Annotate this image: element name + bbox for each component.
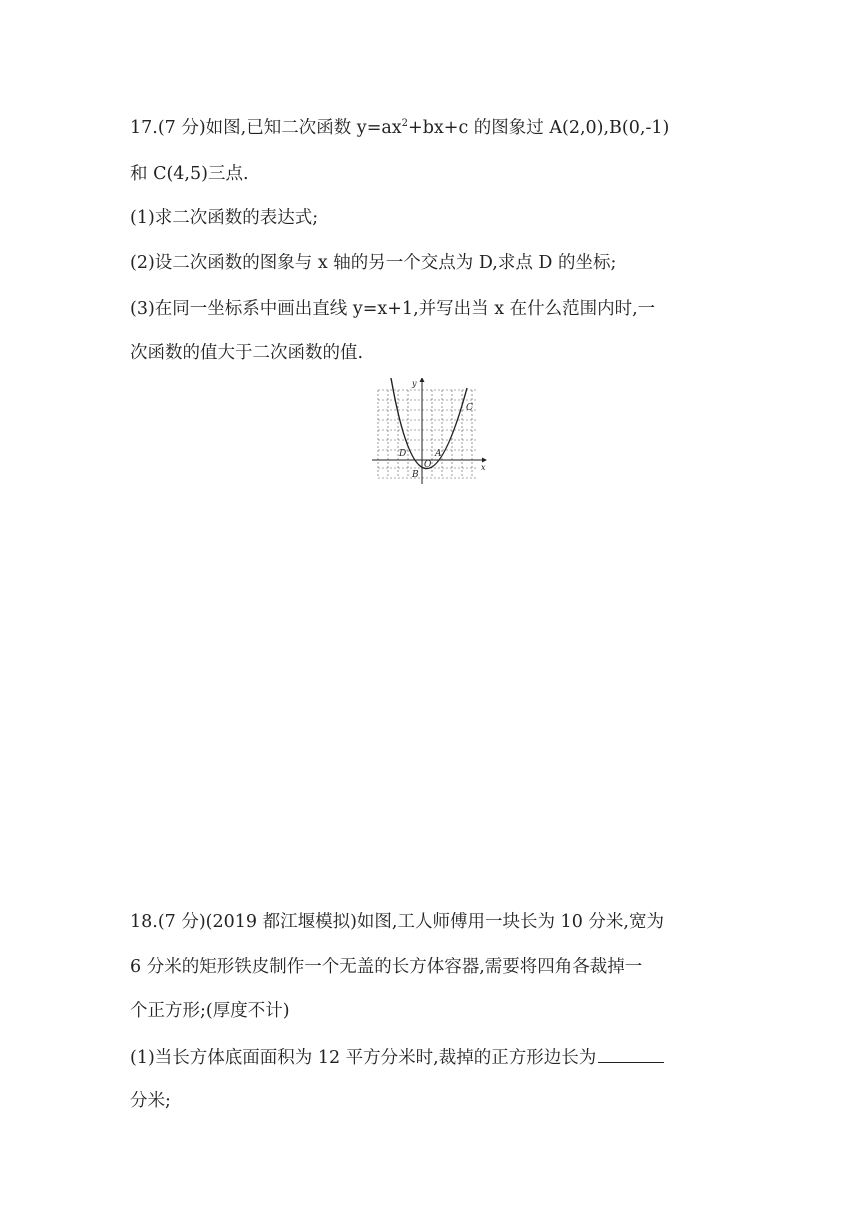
- q18-line-1: 18.(7 分)(2019 都江堰模拟)如图,工人师傅用一块长为 10 分米,宽为: [130, 912, 664, 932]
- q18-part-1-text: (1)当长方体底面面积为 12 平方分米时,裁掉的正方形边长为: [130, 1048, 597, 1068]
- parabola-graph: [370, 378, 494, 486]
- point-label-c: C: [466, 403, 473, 413]
- answer-blank: [598, 1045, 664, 1063]
- axis-label-y: y: [412, 379, 417, 388]
- point-label-b: B: [412, 470, 419, 480]
- q17-exponent: 2: [401, 118, 409, 129]
- q17-part-3a: (3)在同一坐标系中画出直线 y=x+1,并写出当 x 在什么范围内时,一: [130, 299, 656, 319]
- q18-line-2: 6 分米的矩形铁皮制作一个无盖的长方体容器,需要将四角各裁掉一: [130, 957, 643, 977]
- point-label-a: A: [435, 449, 442, 459]
- q17-line-1: [130, 117, 669, 139]
- q17-part-2: (2)设二次函数的图象与 x 轴的另一个交点为 D,求点 D 的坐标;: [130, 253, 617, 273]
- q17-part-3b: 次函数的值大于二次函数的值.: [130, 343, 364, 363]
- q18-line-3: 个正方形;(厚度不计): [130, 1001, 290, 1021]
- q18-part-1-unit: 分米;: [130, 1091, 171, 1111]
- point-label-o: O: [424, 460, 432, 470]
- q17-line-2: 和 C(4,5)三点.: [130, 164, 249, 184]
- x-axis-arrow: [482, 458, 487, 463]
- point-label-d: D: [399, 449, 407, 459]
- y-axis-arrow: [420, 378, 425, 382]
- q17-stem-b: +bx+c 的图象过 A(2,0),B(0,-1): [408, 118, 670, 138]
- q18-part-1: [130, 1045, 664, 1069]
- q17-stem-a: 17.(7 分)如图,已知二次函数 y=ax: [130, 118, 402, 138]
- q17-part-1: (1)求二次函数的表达式;: [130, 208, 319, 228]
- axis-label-x: x: [481, 463, 486, 472]
